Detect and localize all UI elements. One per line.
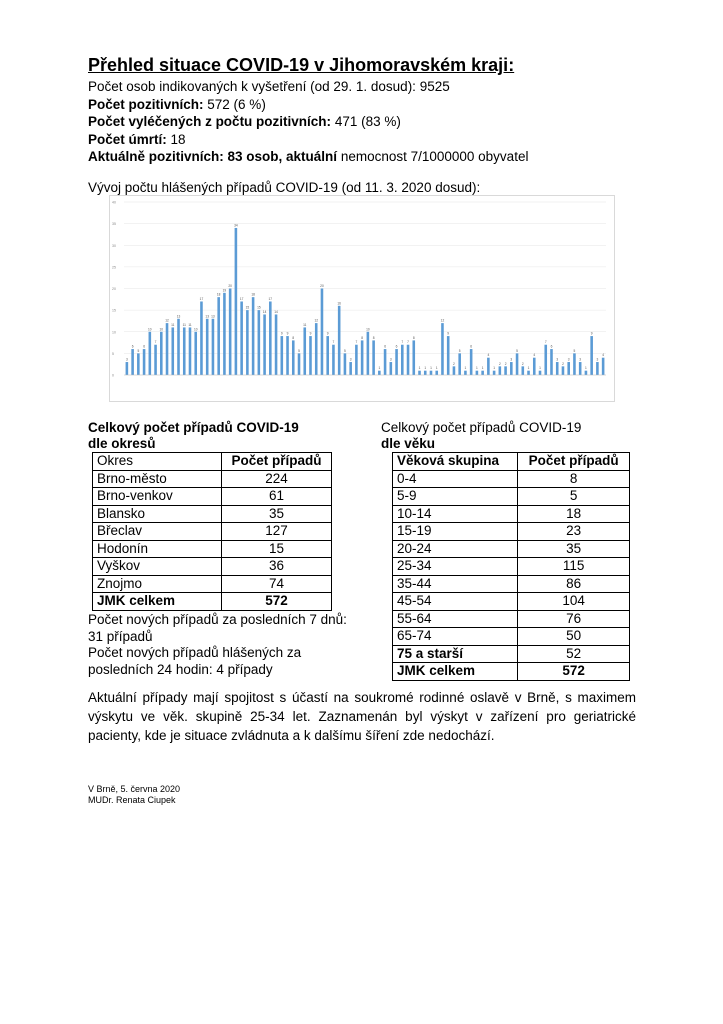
bar-data-label: 7 [401, 340, 404, 345]
chart-bar [275, 314, 278, 375]
bar-data-label: 7 [332, 340, 335, 345]
district-count: 61 [222, 488, 332, 506]
y-tick-label: 25 [112, 265, 116, 270]
chart-bar [269, 301, 272, 375]
district-heading-line2: dle okresů [88, 436, 156, 451]
bar-data-label: 17 [199, 296, 204, 301]
chart-bar [458, 353, 461, 375]
bar-data-label: 13 [211, 314, 215, 319]
table-row [93, 523, 332, 541]
bar-data-label: 12 [165, 318, 169, 323]
chart-bar [149, 332, 152, 375]
chart-bar [573, 353, 576, 375]
table-total-row [93, 593, 332, 611]
age-count: 52 [518, 645, 630, 663]
age-count: 35 [518, 540, 630, 558]
chart-bar [240, 301, 243, 375]
chart-bar [338, 306, 341, 375]
bar-data-label: 6 [131, 344, 134, 349]
y-tick-label: 15 [112, 308, 116, 313]
age-count: 50 [518, 628, 630, 646]
bar-data-label: 10 [193, 327, 198, 332]
bar-data-label: 9 [590, 331, 593, 336]
bar-data-label: 1 [493, 366, 496, 371]
chart-bar [470, 349, 473, 375]
district-count: 224 [222, 470, 332, 488]
bar-data-label: 10 [366, 327, 370, 332]
chart-bar [516, 353, 519, 375]
district-count: 74 [222, 575, 332, 593]
chart-bar [189, 327, 192, 375]
column-header: Věková skupina [393, 453, 518, 471]
chart-bar [137, 353, 140, 375]
chart-bar [235, 228, 238, 375]
chart-bar [229, 289, 232, 376]
chart-heading: Vývoj počtu hlášených případů COVID-19 (od 11. 3. 2020 dosud): [88, 180, 481, 195]
chart-bar [424, 371, 427, 375]
age-group: 20-24 [393, 540, 518, 558]
bar-data-label: 3 [596, 357, 599, 362]
bar-data-label: 15 [257, 305, 261, 310]
chart-bar [217, 297, 220, 375]
bar-data-label: 11 [303, 322, 307, 327]
stat-positive [88, 96, 528, 114]
table-row [393, 593, 630, 611]
table-row [393, 540, 630, 558]
cases-chart-svg [110, 196, 614, 401]
chart-bar [447, 336, 450, 375]
bar-data-label: 6 [550, 344, 553, 349]
y-tick-label: 5 [112, 351, 114, 356]
document-title: Přehled situace COVID-19 v Jihomoravském kraji: [88, 55, 515, 75]
bar-data-label: 11 [188, 322, 192, 327]
chart-bar [143, 349, 146, 375]
bar-data-label: 9 [326, 331, 329, 336]
district-name: Blansko [93, 505, 222, 523]
district-table [92, 452, 332, 611]
bar-data-label: 1 [464, 366, 467, 371]
age-group: 35-44 [393, 575, 518, 593]
chart-bar [533, 358, 536, 375]
district-count: 15 [222, 540, 332, 558]
chart-bar [567, 362, 570, 375]
bar-data-label: 9 [309, 331, 312, 336]
bar-data-label: 1 [430, 366, 432, 371]
bar-data-label: 5 [298, 348, 300, 353]
table-row [393, 628, 630, 646]
chart-bar [476, 371, 479, 375]
table-row [393, 645, 630, 663]
chart-bar [602, 358, 605, 375]
table-header-row [393, 453, 630, 471]
chart-bar [390, 362, 393, 375]
chart-bar [384, 349, 387, 375]
district-count: 36 [222, 558, 332, 576]
chart-bar [441, 323, 444, 375]
y-tick-label: 10 [112, 330, 116, 335]
stat-label: Počet osob indikovaných k vyšetření (od 29. 1. dosud): [88, 79, 416, 94]
bar-data-label: 3 [349, 357, 352, 362]
bar-data-label: 9 [286, 331, 289, 336]
new-cases-notes [88, 612, 363, 678]
table-row [393, 523, 630, 541]
age-count: 18 [518, 505, 630, 523]
bar-data-label: 8 [372, 335, 375, 340]
stat-value: nemocnost 7/1000000 obyvatel [340, 149, 529, 164]
bar-data-label: 2 [453, 361, 455, 366]
table-row [393, 610, 630, 628]
chart-bar [315, 323, 318, 375]
chart-bar [212, 319, 215, 375]
bar-data-label: 4 [487, 353, 490, 358]
bar-data-label: 3 [125, 357, 128, 362]
bar-data-label: 16 [337, 301, 341, 306]
age-group: 15-19 [393, 523, 518, 541]
district-name: Znojmo [93, 575, 222, 593]
chart-bar [401, 345, 404, 375]
chart-bar [263, 314, 266, 375]
bar-data-label: 1 [585, 366, 587, 371]
district-name: Brno-venkov [93, 488, 222, 506]
bar-data-label: 4 [602, 353, 605, 358]
bar-data-label: 18 [216, 292, 221, 297]
table-row [393, 505, 630, 523]
chart-bar [160, 332, 163, 375]
chart-bar [286, 336, 289, 375]
chart-bar [194, 332, 197, 375]
age-group: 5-9 [393, 488, 518, 506]
chart-bar [527, 371, 530, 375]
stat-label: Aktuálně pozitivních: 83 osob, aktuální [88, 149, 338, 164]
district-name: Vyškov [93, 558, 222, 576]
bar-data-label: 5 [137, 348, 140, 353]
chart-bar [298, 353, 301, 375]
chart-bar [303, 327, 306, 375]
age-group: 10-14 [393, 505, 518, 523]
chart-bar [171, 327, 174, 375]
bar-data-label: 1 [378, 366, 381, 371]
chart-bar [522, 366, 525, 375]
bar-data-label: 3 [579, 357, 582, 362]
district-heading [88, 420, 299, 452]
age-count: 104 [518, 593, 630, 611]
column-header: Počet případů [518, 453, 630, 471]
stat-deaths [88, 131, 528, 149]
chart-bar [378, 371, 381, 375]
bar-data-label: 1 [539, 366, 541, 371]
chart-bar [487, 358, 490, 375]
bar-data-label: 2 [521, 361, 524, 366]
y-tick-label: 35 [112, 222, 116, 227]
chart-bar [361, 340, 364, 375]
bar-data-label: 12 [314, 318, 319, 323]
table-row [393, 470, 630, 488]
bar-data-label: 20 [228, 284, 232, 288]
chart-bar [246, 310, 249, 375]
district-count: 127 [222, 523, 332, 541]
bar-data-label: 19 [222, 288, 227, 293]
chart-bar [579, 362, 582, 375]
bar-data-label: 14 [262, 309, 267, 314]
chart-bar [493, 371, 496, 375]
table-row [93, 540, 332, 558]
bar-data-label: 6 [395, 344, 398, 349]
chart-bar [281, 336, 284, 375]
stat-tested [88, 78, 528, 96]
bar-data-label: 4 [533, 353, 536, 358]
chart-bar [596, 362, 599, 375]
signature-block [88, 784, 180, 806]
chart-bar [292, 340, 295, 375]
bar-data-label: 3 [389, 357, 392, 362]
chart-bar [418, 371, 421, 375]
chart-bar [539, 371, 542, 375]
chart-bar [177, 319, 180, 375]
bar-data-label: 34 [234, 223, 238, 228]
cases-chart [109, 195, 615, 402]
bar-data-label: 14 [274, 309, 278, 314]
bar-data-label: 11 [171, 322, 175, 327]
column-header: Počet případů [222, 453, 332, 471]
bar-data-label: 11 [182, 322, 186, 327]
signature-name: MUDr. Renata Ciupek [88, 795, 176, 805]
y-tick-label: 40 [112, 200, 116, 205]
bar-data-label: 5 [516, 348, 518, 353]
y-tick-label: 30 [112, 243, 116, 248]
chart-bar [309, 336, 312, 375]
age-heading-line2: dle věku [381, 436, 436, 451]
chart-bar [154, 345, 157, 375]
chart-bar [464, 371, 467, 375]
chart-bar [131, 349, 134, 375]
bar-data-label: 9 [280, 331, 283, 336]
bar-data-label: 1 [527, 366, 530, 371]
table-header-row [93, 453, 332, 471]
weekly-cases-note: Počet nových případů za posledních 7 dnů: 31 případů [88, 612, 347, 644]
age-group: 55-64 [393, 610, 518, 628]
bar-data-label: 8 [361, 335, 364, 340]
chart-bar [453, 366, 456, 375]
age-count: 86 [518, 575, 630, 593]
chart-bar [355, 345, 358, 375]
age-count: 76 [518, 610, 630, 628]
age-count: 8 [518, 470, 630, 488]
bar-data-label: 6 [143, 344, 145, 349]
chart-bar [590, 336, 593, 375]
bar-data-label: 6 [384, 344, 386, 349]
bar-data-label: 17 [239, 296, 244, 301]
bar-data-label: 7 [544, 340, 547, 345]
stat-value: 18 [170, 131, 186, 147]
chart-bar [556, 362, 559, 375]
bar-data-label: 3 [567, 357, 570, 362]
chart-bar [504, 366, 507, 375]
chart-bar [499, 366, 502, 375]
bar-data-label: 10 [159, 327, 164, 332]
table-row [393, 575, 630, 593]
total-count: 572 [518, 663, 630, 681]
chart-bar [412, 340, 415, 375]
district-heading-line1: Celkový počet případů COVID-19 [88, 420, 299, 435]
chart-bar [166, 323, 169, 375]
stat-recovered [88, 113, 528, 131]
bar-data-label: 20 [320, 284, 324, 288]
bar-data-label: 1 [435, 366, 438, 371]
age-count: 23 [518, 523, 630, 541]
bar-data-label: 17 [268, 296, 273, 301]
district-name: Břeclav [93, 523, 222, 541]
bar-data-label: 5 [573, 348, 576, 353]
chart-bar [200, 301, 203, 375]
signature-date: V Brně, 5. června 2020 [88, 784, 181, 794]
age-count: 5 [518, 488, 630, 506]
daily-cases-note: Počet nových případů hlášených za posledních 24 hodin: 4 případy [88, 645, 302, 677]
district-name: Brno-město [93, 470, 222, 488]
summary-paragraph: Aktuální případy mají spojitost s účastí na soukromé rodinné oslavě v Brně, s maximem výskytu ve věk. skupině 25-34 let. Zaznamenán byl výskyt v zařízení pro geriatrické pacienty, kde je situace zvládnuta a k dalšímu šíření zde nedochází. [88, 690, 636, 743]
y-tick-label: 20 [112, 287, 116, 291]
chart-bar [510, 362, 513, 375]
table-row [393, 558, 630, 576]
chart-bar [258, 310, 261, 375]
chart-bar [562, 366, 565, 375]
stat-value: 9525 [419, 79, 450, 94]
chart-bar [206, 319, 209, 375]
bar-data-label: 3 [510, 357, 513, 362]
age-table [392, 452, 630, 681]
stats-block [88, 78, 528, 166]
table-total-row [393, 663, 630, 681]
stat-label: Počet vyléčených z počtu pozitivních: [88, 114, 332, 129]
bar-data-label: 2 [498, 361, 501, 366]
stat-label: Počet úmrtí: [88, 131, 167, 147]
bar-data-label: 12 [440, 318, 445, 323]
stat-active [88, 148, 528, 166]
chart-bar [183, 327, 186, 375]
chart-bar [349, 362, 352, 375]
age-group: 75 a starší [393, 645, 518, 663]
table-row [93, 575, 332, 593]
bar-data-label: 7 [154, 340, 157, 345]
age-group: 25-34 [393, 558, 518, 576]
chart-bar [430, 371, 433, 375]
bar-data-label: 6 [470, 344, 473, 349]
bar-data-label: 9 [447, 331, 450, 336]
table-row [93, 488, 332, 506]
chart-bar [252, 297, 255, 375]
table-row [93, 470, 332, 488]
table-row [93, 558, 332, 576]
bar-data-label: 13 [205, 314, 209, 319]
chart-bar [550, 349, 553, 375]
chart-bar [126, 362, 129, 375]
bar-data-label: 15 [245, 305, 250, 310]
chart-bar [395, 349, 398, 375]
bar-data-label: 1 [475, 366, 478, 371]
bar-data-label: 7 [407, 340, 409, 345]
bar-data-label: 10 [148, 327, 152, 332]
age-heading-line1: Celkový počet případů COVID-19 [381, 420, 582, 435]
bar-data-label: 18 [251, 292, 255, 297]
y-tick-label: 0 [112, 373, 114, 378]
age-group: 0-4 [393, 470, 518, 488]
bar-data-label: 8 [412, 335, 415, 340]
age-count: 115 [518, 558, 630, 576]
table-row [93, 505, 332, 523]
bar-data-label: 5 [344, 348, 346, 353]
chart-bar [223, 293, 226, 375]
stat-label: Počet pozitivních: [88, 96, 204, 112]
district-name: Hodonín [93, 540, 222, 558]
bar-data-label: 13 [176, 314, 181, 319]
bar-data-label: 2 [504, 361, 507, 366]
bar-data-label: 3 [556, 357, 559, 362]
bar-data-label: 2 [562, 361, 564, 366]
district-count: 35 [222, 505, 332, 523]
column-header: Okres [93, 453, 222, 471]
chart-bar [321, 289, 324, 376]
total-label: JMK celkem [93, 593, 222, 611]
age-group: 65-74 [393, 628, 518, 646]
total-label: JMK celkem [393, 663, 518, 681]
chart-bar [407, 345, 410, 375]
chart-bar [326, 336, 329, 375]
total-count: 572 [222, 593, 332, 611]
chart-bar [367, 332, 370, 375]
stat-value: 471 (83 %) [334, 114, 401, 129]
table-row [393, 488, 630, 506]
bar-data-label: 5 [458, 348, 461, 353]
age-group: 45-54 [393, 593, 518, 611]
chart-bar [481, 371, 484, 375]
chart-bar [372, 340, 375, 375]
chart-bar [435, 371, 438, 375]
bar-data-label: 1 [481, 366, 484, 371]
chart-bar [344, 353, 347, 375]
bar-data-label: 7 [355, 340, 358, 345]
stat-value: 572 (6 %) [207, 96, 266, 112]
bar-data-label: 1 [424, 366, 427, 371]
chart-bar [585, 371, 588, 375]
chart-bar [332, 345, 335, 375]
chart-bar [544, 345, 547, 375]
bar-data-label: 8 [292, 335, 295, 340]
bar-data-label: 1 [418, 366, 421, 371]
age-heading [381, 420, 581, 452]
